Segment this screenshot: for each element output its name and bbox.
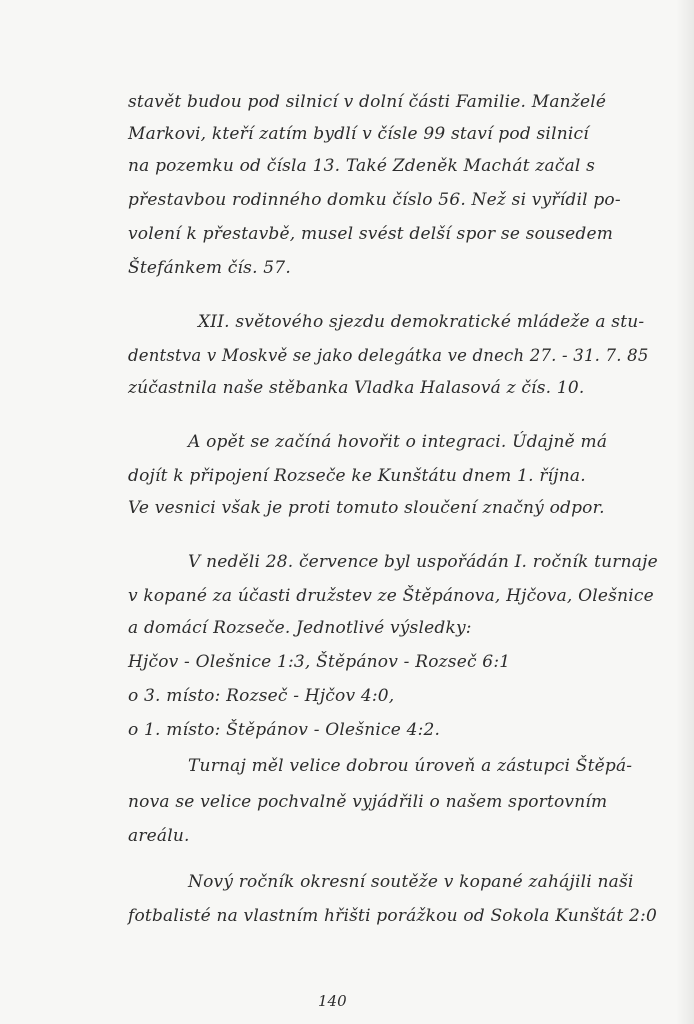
text-line: volení k přestavbě, musel svést delší spor se sousedem [128,224,614,244]
text-line: fotbalisté na vlastním hřišti porážkou od Sokola Kunštát 2:0 [128,906,657,926]
text-line: Štefánkem čís. 57. [128,258,291,278]
text-line: XII. světového sjezdu demokratické mládeže a stu- [198,312,645,332]
text-line: V neděli 28. července byl uspořádán I. ročník turnaje [188,552,658,572]
text-line: Ve vesnici však je proti tomuto sloučení značný odpor. [128,498,605,518]
text-line: o 1. místo: Štěpánov - Olešnice 4:2. [128,720,441,740]
text-line: Markovi, kteří zatím bydlí v čísle 99 staví pod silnicí [128,124,589,144]
text-line: areálu. [128,826,190,846]
text-line: Turnaj měl velice dobrou úroveň a zástupci Štěpá- [188,756,633,776]
text-line: přestavbou rodinného domku číslo 56. Než si vyřídil po- [128,190,621,210]
text-line: v kopané za účasti družstev ze Štěpánova, Hjčova, Olešnice [128,586,654,606]
text-line: dojít k připojení Rozseče ke Kunštátu dnem 1. října. [128,466,586,486]
text-line: Hjčov - Olešnice 1:3, Štěpánov - Rozseč 6:1 [128,652,511,672]
text-line: na pozemku od čísla 13. Také Zdeněk Machát začal s [128,156,596,176]
page-number: 140 [318,992,347,1010]
text-line: dentstva v Moskvě se jako delegátka ve dnech 27. - 31. 7. 85 [128,346,649,365]
text-line: Nový ročník okresní soutěže v kopané zahájili naši [188,872,634,892]
page-binding-shadow [676,0,694,1024]
text-line: a domácí Rozseče. Jednotlivé výsledky: [128,618,472,638]
text-line: zúčastnila naše stěbanka Vladka Halasová z čís. 10. [128,378,585,398]
text-line: o 3. místo: Rozseč - Hjčov 4:0, [128,686,395,706]
text-line: A opět se začíná hovořit o integraci. Údajně má [188,432,608,452]
text-line: nova se velice pochvalně vyjádřili o našem sportovním [128,792,608,812]
text-line: stavět budou pod silnicí v dolní části Familie. Manželé [128,92,607,112]
